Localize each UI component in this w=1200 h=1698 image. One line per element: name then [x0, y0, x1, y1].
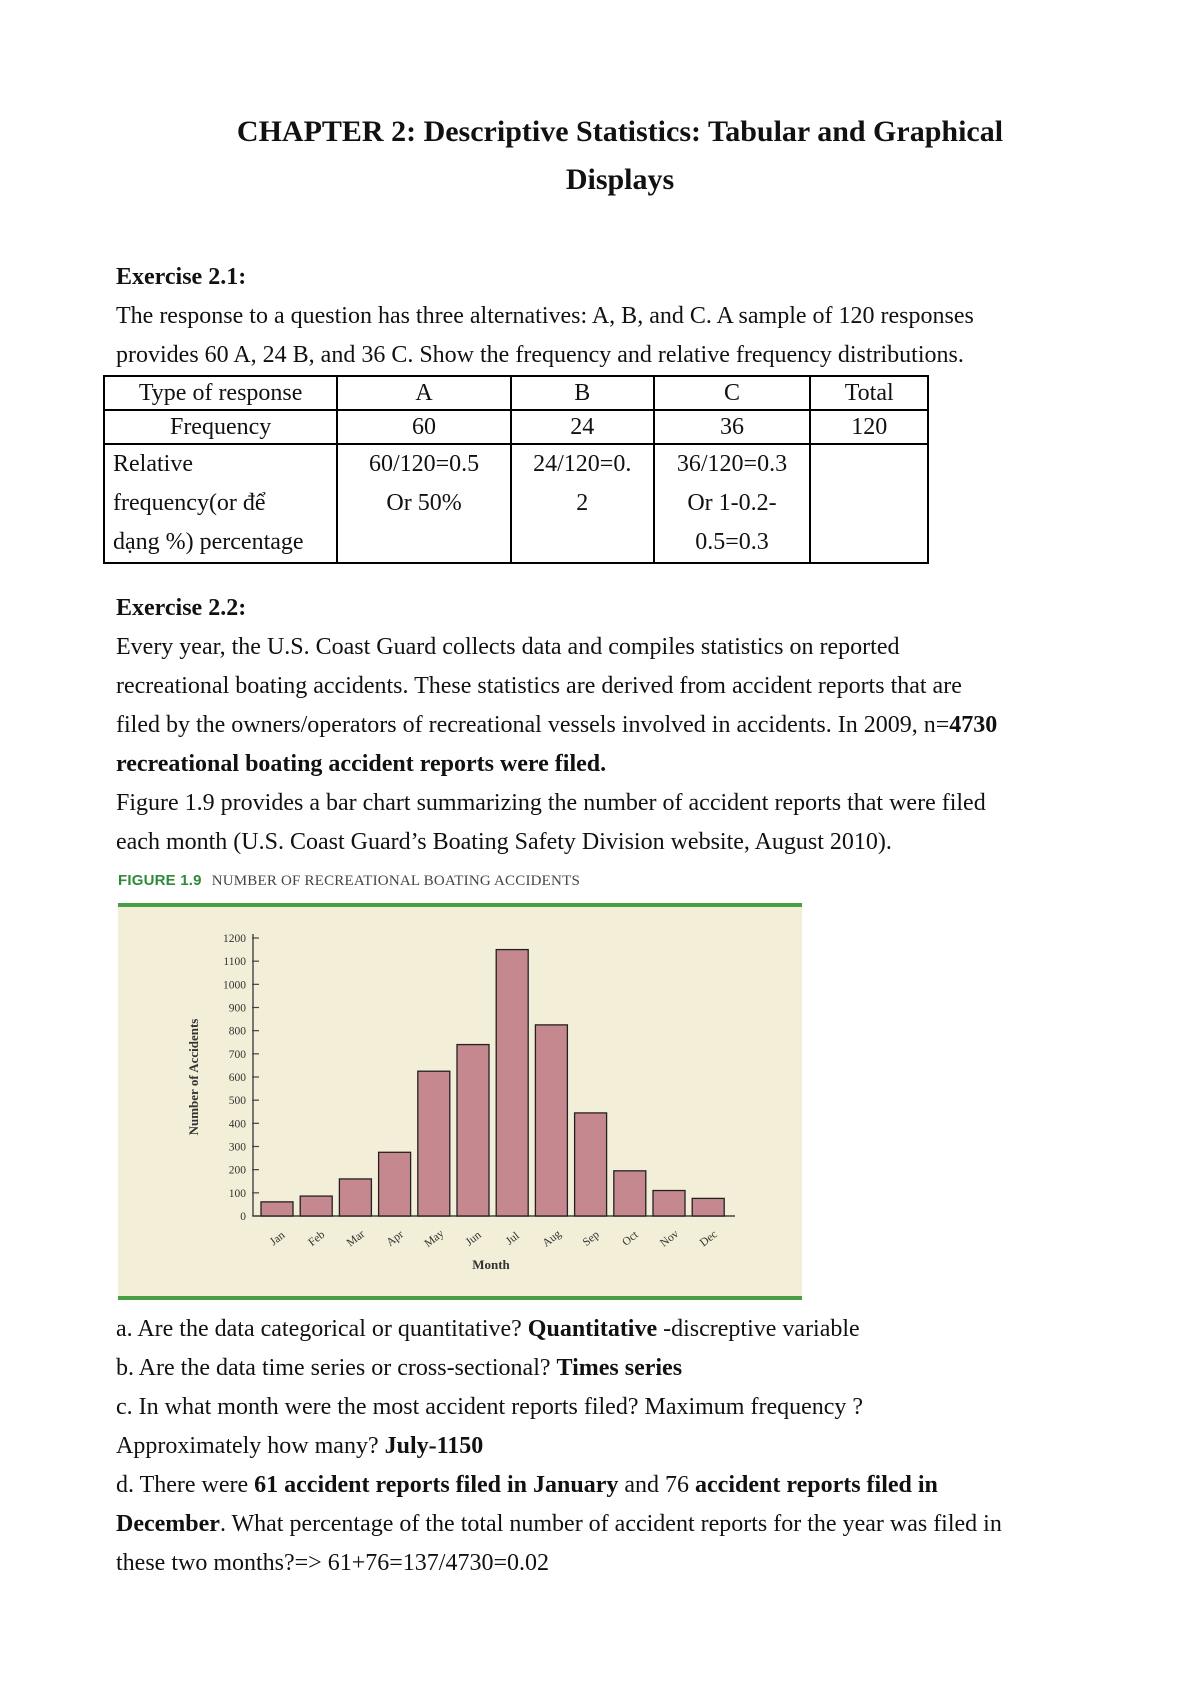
exercise-2-2-line1: Every year, the U.S. Coast Guard collects data and compiles statistics on reported — [116, 634, 900, 660]
table-row-relative-frequency — [104, 444, 928, 563]
y-axis-title: Number of Accidents — [186, 1018, 201, 1136]
chapter-title — [140, 108, 1100, 204]
x-axis-title: Month — [472, 1257, 510, 1272]
figure-number: FIGURE 1.9 — [118, 872, 202, 889]
x-tick-label: May — [422, 1227, 447, 1251]
table-cell-rel-b — [511, 444, 654, 563]
exercise-2-1-line2: provides 60 A, 24 B, and 36 C. Show the frequency and relative frequency distributions. — [116, 342, 964, 368]
bar-chart — [118, 907, 802, 1296]
question-b: b. Are the data time series or cross-sectional? — [116, 1355, 557, 1381]
x-tick-label: Dec — [697, 1228, 720, 1250]
table-cell: 24 — [511, 410, 654, 444]
exercise-2-1-text — [116, 258, 1106, 375]
y-tick-label: 900 — [228, 1002, 246, 1015]
bar-feb — [300, 1196, 332, 1216]
rel-b-line: 2 — [576, 490, 589, 516]
x-tick-label: Nov — [658, 1227, 682, 1250]
rel-c-line: 0.5=0.3 — [695, 529, 769, 555]
rel-a-line: Or 50% — [386, 490, 462, 516]
question-d-part4: these two months?=> 61+76=137/4730=0.02 — [116, 1550, 549, 1576]
question-d-bold3: December — [116, 1511, 220, 1537]
figure-title: NUMBER OF RECREATIONAL BOATING ACCIDENTS — [211, 873, 580, 889]
bar-may — [418, 1071, 450, 1216]
answer-a: Quantitative — [527, 1316, 658, 1342]
question-d-part1: d. There were — [116, 1472, 255, 1498]
question-d-bold1: 61 accident reports filed in January — [254, 1472, 619, 1498]
x-tick-label: Oct — [620, 1228, 641, 1249]
rel-b-line: 24/120=0. — [533, 451, 632, 477]
question-d-part3: . What percentage of the total number of accident reports for the year was filed in — [219, 1511, 1002, 1537]
bar-oct — [614, 1171, 646, 1216]
table-header-row — [104, 376, 928, 410]
y-tick-label: 1000 — [223, 979, 246, 992]
bar-mar — [339, 1179, 371, 1216]
rel-label-line: frequency(or để — [113, 490, 266, 516]
chapter-title-line2: Displays — [565, 163, 675, 196]
table-header-cell: B — [511, 376, 654, 410]
table-cell: 120 — [810, 410, 928, 444]
exercise-2-2-line2: recreational boating accidents. These statistics are derived from accident reports that are — [116, 673, 962, 699]
answer-a-rest: -discreptive variable — [657, 1316, 860, 1342]
chapter-title-line1: CHAPTER 2: Descriptive Statistics: Tabular and Graphical — [236, 115, 1004, 148]
exercise-2-2-line4: recreational boating accident reports were filed. — [116, 751, 607, 777]
table-row-frequency — [104, 410, 928, 444]
y-tick-label: 0 — [240, 1211, 246, 1223]
question-d-bold2: accident reports filed in — [695, 1472, 938, 1498]
table-cell: 60 — [337, 410, 511, 444]
answer-b: Times series — [556, 1355, 683, 1381]
x-tick-label: Mar — [344, 1228, 368, 1250]
y-tick-label: 700 — [228, 1048, 246, 1061]
y-tick-label: 1200 — [223, 933, 246, 945]
x-tick-label: Apr — [384, 1228, 406, 1250]
question-a: a. Are the data categorical or quantitative? — [116, 1316, 528, 1342]
y-tick-label: 400 — [228, 1118, 246, 1131]
exercise-2-2-line3: filed by the owners/operators of recreational vessels involved in accidents. In 2009, n= — [116, 712, 950, 738]
bar-sep — [575, 1113, 607, 1216]
bar-chart-panel — [118, 903, 802, 1300]
figure-caption — [118, 872, 580, 890]
bar-nov — [653, 1191, 685, 1216]
exercise-2-2-n-value: 4730 — [949, 712, 998, 738]
x-tick-label: Sep — [580, 1228, 602, 1249]
y-tick-label: 1100 — [223, 956, 246, 969]
rel-label-line: Relative — [113, 451, 193, 477]
table-header-cell: C — [654, 376, 811, 410]
y-tick-label: 600 — [228, 1072, 246, 1084]
table-cell-rel-a — [337, 444, 511, 563]
y-tick-label: 500 — [228, 1095, 246, 1108]
exercise-2-2-heading: Exercise 2.2: — [116, 595, 247, 621]
exercise-2-2-text — [116, 589, 1106, 862]
table-header-cell: A — [337, 376, 511, 410]
bar-jan — [261, 1202, 293, 1216]
bar-jul — [496, 950, 528, 1216]
x-tick-label: Feb — [306, 1228, 328, 1249]
questions-block — [116, 1310, 1106, 1583]
exercise-2-1-line1: The response to a question has three alternatives: A, B, and C. A sample of 120 responses — [116, 303, 974, 329]
table-cell-rel-total — [810, 444, 928, 563]
table-cell: Frequency — [104, 410, 337, 444]
table-header-cell: Total — [810, 376, 928, 410]
question-c: c. In what month were the most accident reports filed? Maximum frequency ? — [116, 1394, 864, 1420]
x-tick-label: Aug — [540, 1227, 564, 1250]
bar-aug — [535, 1025, 567, 1216]
x-tick-label: Jun — [463, 1229, 484, 1249]
exercise-2-2-line6: each month (U.S. Coast Guard’s Boating Safety Division website, August 2010). — [116, 829, 892, 855]
x-tick-label: Jan — [267, 1229, 288, 1249]
bar-apr — [379, 1152, 411, 1216]
table-header-cell: Type of response — [104, 376, 337, 410]
bar-jun — [457, 1045, 489, 1216]
table-cell: 36 — [654, 410, 811, 444]
y-tick-label: 200 — [228, 1164, 246, 1177]
frequency-table — [103, 375, 929, 564]
table-cell-rel-c — [654, 444, 811, 563]
bar-dec — [692, 1198, 724, 1216]
y-tick-label: 100 — [228, 1187, 246, 1200]
rel-label-line: dạng %) percentage — [113, 529, 304, 555]
rel-c-line: Or 1-0.2- — [687, 490, 777, 516]
question-c-2: Approximately how many? — [116, 1433, 385, 1459]
answer-c: July-1150 — [384, 1433, 484, 1459]
question-d-part2: and 76 — [618, 1472, 696, 1498]
y-tick-label: 300 — [228, 1141, 246, 1154]
rel-c-line: 36/120=0.3 — [676, 451, 788, 477]
rel-a-line: 60/120=0.5 — [368, 451, 480, 477]
x-tick-label: Jul — [503, 1229, 522, 1248]
table-cell-rel-label — [104, 444, 337, 563]
exercise-2-2-line5: Figure 1.9 provides a bar chart summarizing the number of accident reports that were filed — [116, 790, 986, 816]
exercise-2-1-heading: Exercise 2.1: — [116, 264, 247, 290]
y-tick-label: 800 — [228, 1025, 246, 1038]
